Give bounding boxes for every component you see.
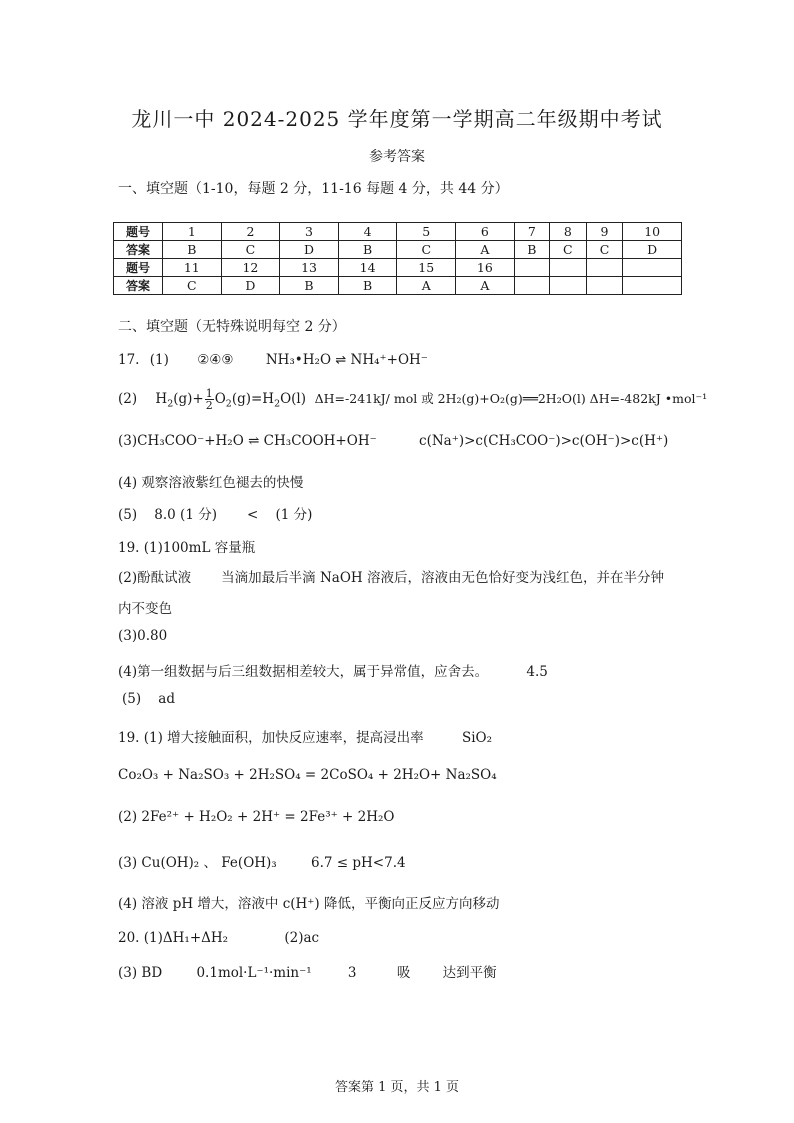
q17-part2-eq-a: $H_2(g)+$ (155, 391, 204, 410)
q17-line-2 (118, 388, 707, 411)
table-cell: A (456, 241, 515, 259)
table-cell: 14 (338, 259, 397, 277)
q19a-part4-value: 4.5 (526, 664, 548, 680)
q17-line-4: (4) 观察溶液紫红色褪去的快慢 (118, 475, 304, 491)
table-cell: A (456, 277, 515, 295)
q17-number: 17. (118, 352, 140, 368)
row-label: 答案 (114, 277, 163, 295)
table-cell: 10 (623, 223, 682, 241)
q19a-line-4: (3)0.80 (118, 628, 168, 644)
table-cell: D (623, 241, 682, 259)
q19b-line-5: (4) 溶液 pH 增大，溶液中 c(H⁺) 降低，平衡向正反应方向移动 (118, 896, 500, 912)
q20-line-1 (118, 930, 319, 946)
q19b-line-1 (118, 726, 492, 746)
table-cell: B (163, 241, 222, 259)
table-cell: 16 (456, 259, 515, 277)
q17-part1-answer: ②④⑨ (197, 352, 234, 368)
table-cell: 13 (280, 259, 339, 277)
q17-part1-label: (1) (149, 352, 169, 368)
table-row (114, 241, 682, 259)
table-cell: B (514, 241, 549, 259)
table-cell: D (221, 277, 280, 295)
table-cell (514, 277, 549, 295)
q17-part2-rest: ΔH=-241kJ/ mol 或 2H₂(g)+O₂(g)══2H₂O(l) ΔH=-482kJ •mol⁻¹ (314, 391, 708, 406)
table-cell: 11 (163, 259, 222, 277)
table-cell: B (338, 241, 397, 259)
q19b-part1-residue: SiO₂ (461, 730, 493, 746)
row-label: 题号 (114, 223, 163, 241)
q19a-line-2: (2)酚酞试液 当滴加最后半滴 NaOH 溶液后，溶液由无色恰好变为浅红色，并在半分钟 (118, 570, 664, 586)
q20-part2: (2)ac (284, 930, 320, 946)
q19b-part3-precipitates: (3) Cu(OH)₂ 、 Fe(OH)₃ (118, 855, 277, 871)
table-cell: 6 (456, 223, 515, 241)
q19a-line-5 (118, 660, 548, 680)
table-cell: 9 (586, 223, 623, 241)
table-cell (514, 259, 549, 277)
q17-part2-label: (2) (118, 391, 138, 407)
q20-part3-choice: (3) BD (118, 965, 163, 981)
q19b-line-4 (118, 851, 406, 871)
q19b-part3-ph-range: 6.7 ≤ pH<7.4 (311, 855, 406, 871)
q17-line-1 (118, 352, 428, 368)
q19a-line-3: 内不变色 (118, 601, 172, 617)
table-cell (549, 277, 586, 295)
q17-line-3 (118, 433, 668, 449)
table-cell: 2 (221, 223, 280, 241)
answer-table (113, 222, 682, 295)
table-cell (623, 277, 682, 295)
table-cell: C (397, 241, 456, 259)
table-cell: C (163, 277, 222, 295)
table-cell: A (397, 277, 456, 295)
q20-part3-rate: 0.1mol·L⁻¹·min⁻¹ (196, 965, 312, 981)
table-cell (586, 277, 623, 295)
page-footer: 答案第 1 页，共 1 页 (334, 1080, 460, 1095)
table-cell: C (221, 241, 280, 259)
q20-part3-heat: 吸 (396, 965, 411, 981)
table-cell (586, 259, 623, 277)
q17-part2-eq-b: $O_2(g)=H_2O(l)$ (214, 391, 315, 410)
table-row (114, 277, 682, 295)
table-row (114, 259, 682, 277)
table-cell (549, 259, 586, 277)
table-cell: 12 (221, 259, 280, 277)
table-cell: 1 (163, 223, 222, 241)
table-cell: 8 (549, 223, 586, 241)
table-cell: C (549, 241, 586, 259)
table-row (114, 223, 682, 241)
page-subtitle: 参考答案 (369, 149, 425, 165)
q17-part1-eq-left: NH₃•H₂O (265, 352, 332, 368)
row-label: 答案 (114, 241, 163, 259)
q20-line-2 (118, 961, 497, 981)
table-cell: 7 (514, 223, 549, 241)
table-cell (623, 259, 682, 277)
table-cell: C (586, 241, 623, 259)
section-2-heading: 二、填空题（无特殊说明每空 2 分） (118, 319, 346, 335)
page-title: 龙川一中 2024-2025 学年度第一学期高二年级期中考试 (131, 107, 663, 131)
q17-part3-equation: (3)CH₃COO⁻+H₂O ⇌ CH₃COOH+OH⁻ (118, 433, 377, 449)
q19a-line-6: (5) ad (122, 691, 175, 707)
q19b-line-2: Co₂O₃ + Na₂SO₃ + 2H₂SO₄ = 2CoSO₄ + 2H₂O+ Na₂SO₄ (118, 767, 497, 783)
q19a-line-1: 19. (1)100mL 容量瓶 (118, 540, 256, 556)
q19a-part4-text: (4)第一组数据与后三组数据相差较大，属于异常值，应舍去。 (118, 664, 489, 680)
q17-line-5: (5) 8.0 (1 分) < (1 分) (118, 507, 313, 523)
table-cell: B (338, 277, 397, 295)
reversible-arrow-icon: ⇌ (335, 353, 347, 368)
table-cell: 3 (280, 223, 339, 241)
section-1-heading: 一、填空题（1-10，每题 2 分，11-16 每题 4 分，共 44 分） (118, 181, 509, 197)
table-cell: B (280, 277, 339, 295)
table-cell: 4 (338, 223, 397, 241)
q19b-line-3: (2) 2Fe²⁺ + H₂O₂ + 2H⁺ = 2Fe³⁺ + 2H₂O (118, 809, 395, 825)
q17-part1-eq-right: NH₄⁺+OH⁻ (350, 352, 428, 368)
table-cell: 15 (397, 259, 456, 277)
q20-part3-value: 3 (347, 965, 357, 981)
q20-part1: 20. (1)ΔH₁+ΔH₂ (118, 930, 229, 946)
table-cell: D (280, 241, 339, 259)
table-cell: 5 (397, 223, 456, 241)
q20-part3-state: 达到平衡 (442, 965, 497, 981)
q19b-part1-text: 19. (1) 增大接触面积，加快反应速率，提高浸出率 (118, 730, 424, 746)
q17-part3-order: c(Na⁺)>c(CH₃COO⁻)>c(OH⁻)>c(H⁺) (419, 433, 669, 449)
fraction-one-half: $\frac{1}{2}$ (205, 387, 213, 412)
row-label: 题号 (114, 259, 163, 277)
